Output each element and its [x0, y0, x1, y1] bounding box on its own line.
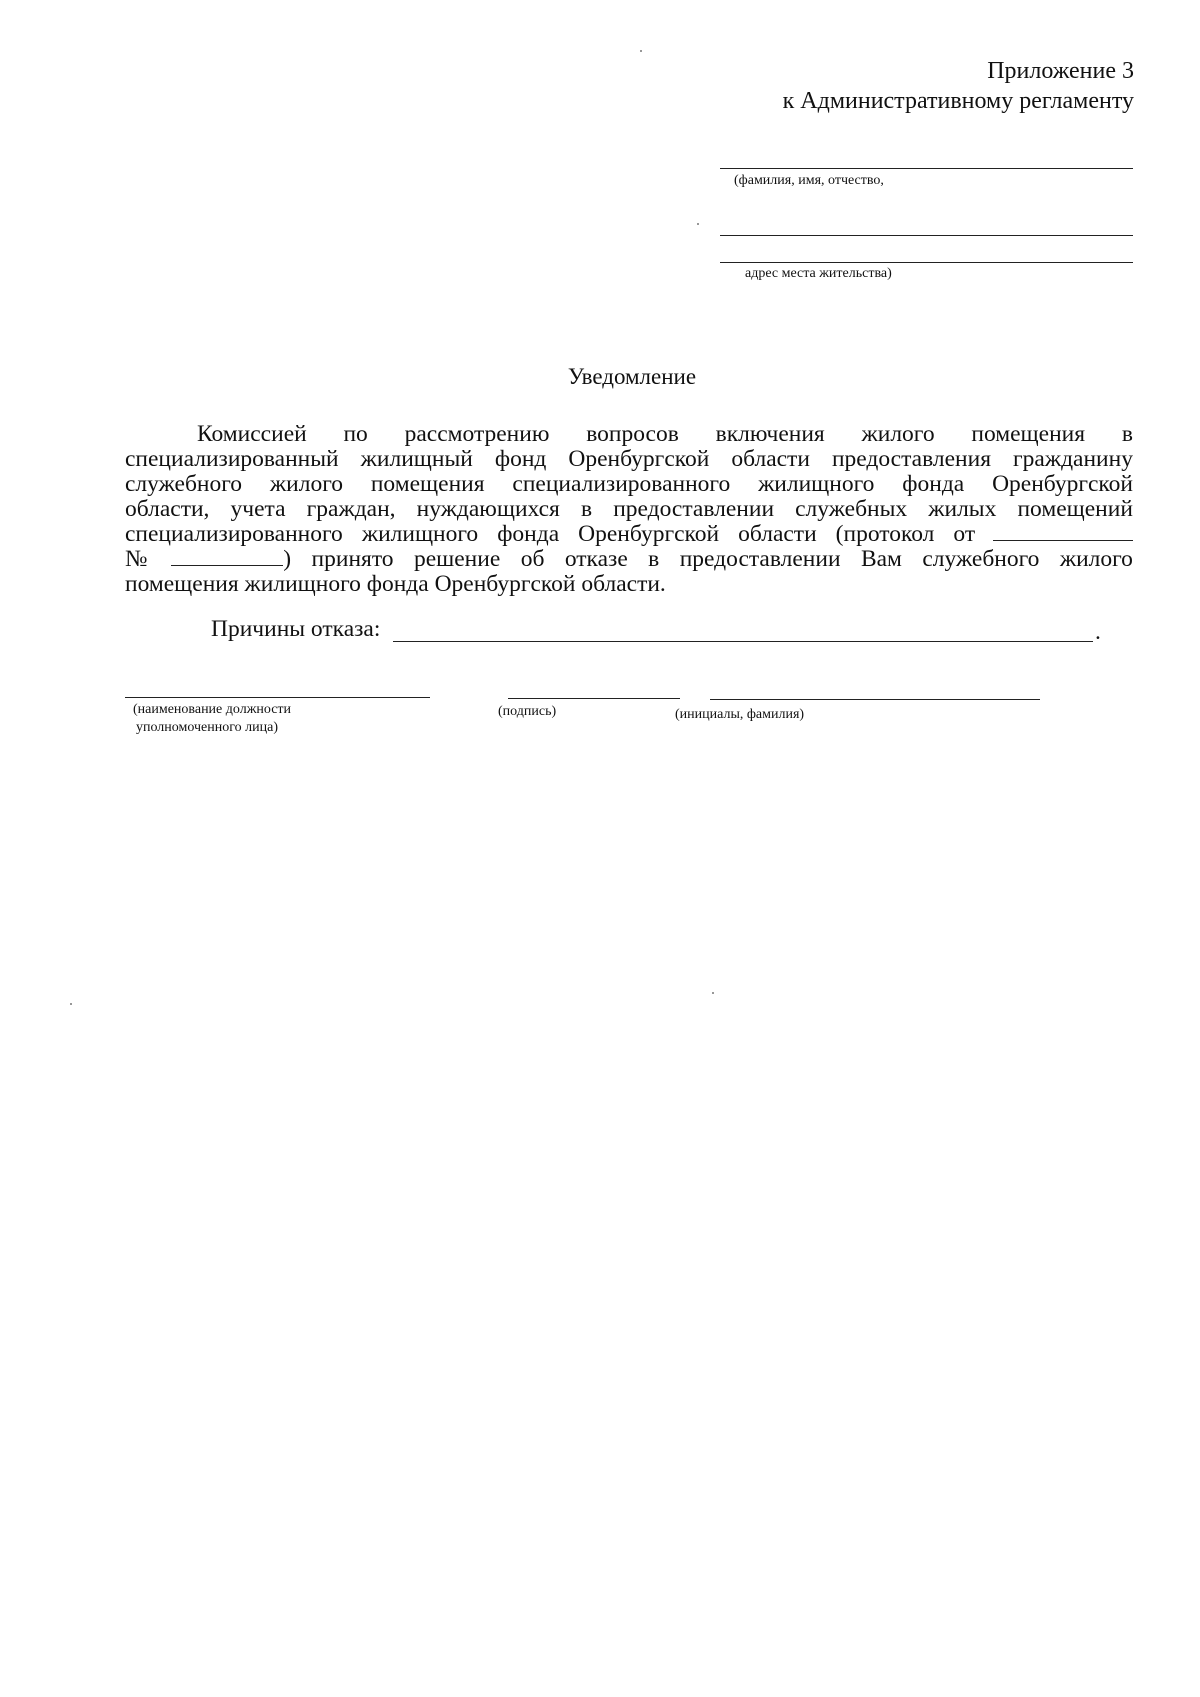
protocol-date-blank	[993, 522, 1133, 541]
refusal-reasons-blank	[393, 641, 1093, 642]
word: Вам	[860, 546, 902, 572]
word: отказе	[564, 546, 628, 572]
number-sign: №	[125, 546, 148, 572]
word: жилого	[861, 421, 935, 447]
addressee-name-caption: (фамилия, имя, отчество,	[734, 173, 884, 188]
initials-caption: (инициалы, фамилия)	[675, 707, 805, 722]
word: в	[648, 546, 660, 572]
protocol-number-blank	[171, 547, 283, 566]
scan-speck	[712, 992, 714, 994]
notice-line-2	[125, 447, 1133, 472]
word: жилищного	[758, 471, 875, 497]
word: Оренбургской	[992, 471, 1133, 497]
word: предоставления	[831, 446, 991, 472]
appendix-header	[783, 56, 1134, 116]
word: гражданину	[1013, 446, 1133, 472]
word: Комиссией	[197, 421, 307, 447]
appendix-reference: к Административному регламенту	[782, 88, 1134, 114]
notice-line-3	[125, 472, 1133, 497]
word: нуждающихся	[416, 496, 560, 522]
word: предоставлении	[679, 546, 841, 572]
addressee-address-caption: адрес места жительства)	[745, 266, 892, 281]
word: жилищный	[360, 446, 473, 472]
notice-line-4	[125, 497, 1133, 522]
word: по	[343, 421, 368, 447]
word: специализированный	[125, 446, 339, 472]
word: Оренбургской	[568, 446, 710, 472]
position-caption-line-2: уполномоченного лица)	[136, 720, 278, 735]
word: рассмотрению	[404, 421, 550, 447]
word: фонда	[902, 471, 965, 497]
notice-title: Уведомление	[567, 364, 697, 389]
word: Оренбургской	[578, 521, 720, 547]
word: в	[580, 496, 593, 522]
word: помещения	[370, 471, 485, 497]
word: области,	[125, 496, 210, 522]
word: области	[731, 446, 810, 472]
word: в	[1121, 421, 1133, 447]
addressee-name-line	[720, 168, 1133, 169]
addressee-address-line-1	[720, 235, 1133, 236]
refusal-reasons-period: .	[1095, 619, 1101, 645]
initials-line	[710, 699, 1040, 700]
word: жилищного	[361, 521, 479, 547]
word: помещения	[971, 421, 1086, 447]
scan-speck	[640, 50, 642, 52]
position-line	[125, 697, 430, 698]
word: об	[520, 546, 545, 572]
word: решение	[413, 546, 501, 572]
scan-speck	[70, 1003, 72, 1005]
word: от	[953, 521, 976, 547]
notice-line-7	[125, 572, 1133, 597]
word: помещения жилищного фонда Оренбургской области.	[125, 571, 666, 597]
addressee-address-line-2	[720, 262, 1133, 263]
word: )	[283, 546, 292, 572]
notice-body	[125, 422, 1133, 597]
appendix-number: Приложение 3	[987, 58, 1134, 84]
signature-line	[508, 698, 680, 699]
scan-speck	[697, 223, 699, 225]
word: (протокол	[835, 521, 935, 547]
word: специализированного	[512, 471, 731, 497]
word: помещений	[1017, 496, 1133, 522]
word: фонд	[494, 446, 547, 472]
word: служебного	[125, 471, 243, 497]
word: жилых	[928, 496, 997, 522]
notice-line-6	[125, 547, 1133, 572]
position-caption-line-1: (наименование должности	[133, 702, 292, 717]
word: включения	[715, 421, 825, 447]
word: специализированного	[125, 521, 343, 547]
word: фонда	[497, 521, 560, 547]
word: служебного	[922, 546, 1040, 572]
word: вопросов	[586, 421, 679, 447]
word: учета	[230, 496, 286, 522]
word: граждан,	[306, 496, 396, 522]
word: служебных	[795, 496, 908, 522]
refusal-reasons-label: Причины отказа:	[211, 616, 381, 642]
word: принято	[311, 546, 394, 572]
word: области	[738, 521, 817, 547]
notice-line-5	[125, 522, 1133, 547]
signature-caption: (подпись)	[498, 704, 557, 719]
word: жилого	[269, 471, 343, 497]
word: жилого	[1059, 546, 1133, 572]
word: предоставлении	[613, 496, 775, 522]
notice-line-1	[125, 422, 1133, 447]
